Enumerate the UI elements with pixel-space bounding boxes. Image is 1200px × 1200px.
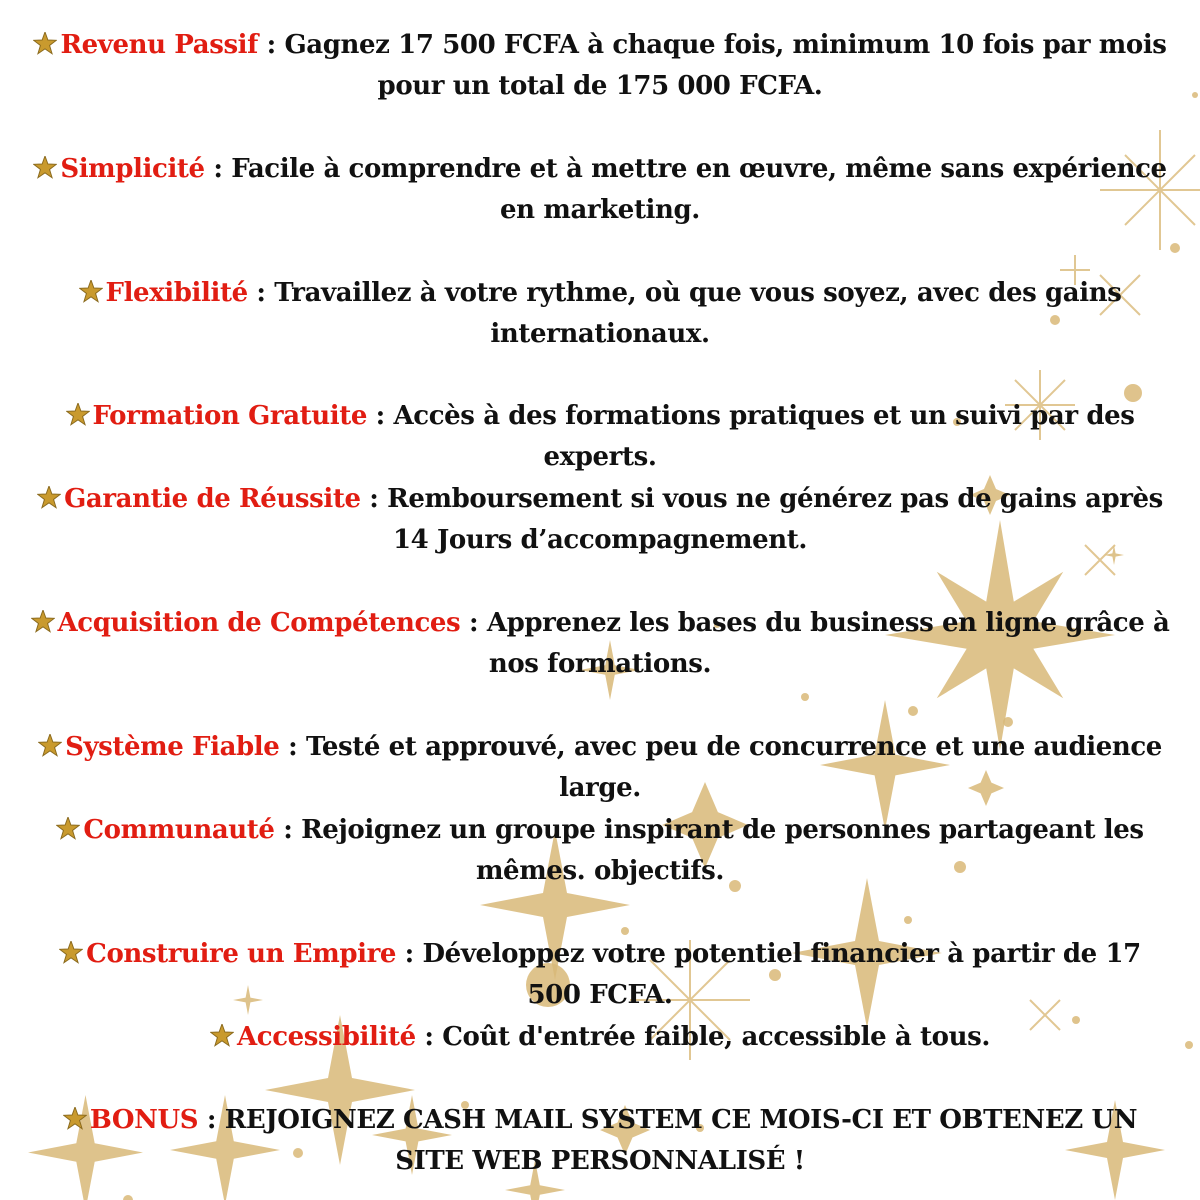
star-icon bbox=[38, 730, 62, 754]
star-icon bbox=[31, 606, 55, 630]
benefit-separator: : bbox=[257, 30, 285, 60]
benefit-separator: : bbox=[204, 154, 232, 184]
benefit-item bbox=[30, 1017, 1170, 1058]
benefit-title: Acquisition de Compétences bbox=[57, 608, 461, 638]
benefit-description: Gagnez 17 500 FCFA à chaque fois, minimum 10 fois par mois pour un total de 175 000 FCFA. bbox=[284, 30, 1167, 101]
star-icon bbox=[63, 1103, 87, 1127]
benefit-item bbox=[30, 934, 1170, 1016]
benefit-separator: : bbox=[198, 1105, 225, 1135]
benefit-title: Système Fiable bbox=[65, 732, 280, 762]
benefit-description: Facile à comprendre et à mettre en œuvre, même sans expérience en marketing. bbox=[231, 154, 1167, 225]
benefit-item bbox=[30, 727, 1170, 809]
star-icon bbox=[37, 482, 61, 506]
benefit-title: Revenu Passif bbox=[60, 30, 258, 60]
benefit-separator: : bbox=[360, 484, 388, 514]
star-icon bbox=[33, 28, 57, 52]
benefit-description: Travaillez à votre rythme, où que vous soyez, avec des gains internationaux. bbox=[274, 278, 1122, 349]
benefit-description: Apprenez les bases du business en ligne grâce à nos formations. bbox=[486, 608, 1170, 679]
star-icon bbox=[59, 937, 83, 961]
benefit-description: Développez votre potentiel financier à partir de 17 500 FCFA. bbox=[422, 939, 1141, 1010]
benefit-item bbox=[30, 603, 1170, 685]
benefit-separator: : bbox=[274, 815, 302, 845]
benefit-separator: : bbox=[247, 278, 275, 308]
benefit-item bbox=[30, 25, 1170, 107]
benefit-description: Remboursement si vous ne générez pas de gains après 14 Jours d’accompagnement. bbox=[387, 484, 1163, 555]
benefit-item bbox=[30, 479, 1170, 561]
benefit-item bbox=[30, 396, 1170, 478]
benefit-description: REJOIGNEZ CASH MAIL SYSTEM CE MOIS-CI ET OBTENEZ UN SITE WEB PERSONNALISÉ ! bbox=[224, 1105, 1138, 1176]
benefit-separator: : bbox=[367, 401, 394, 431]
benefit-title: Flexibilité bbox=[105, 278, 248, 308]
benefit-separator: : bbox=[279, 732, 306, 762]
star-icon bbox=[56, 813, 80, 837]
benefit-separator: : bbox=[415, 1022, 443, 1052]
star-icon bbox=[79, 276, 103, 300]
benefit-separator: : bbox=[396, 939, 423, 969]
star-icon bbox=[33, 152, 57, 176]
benefit-title: Accessibilité bbox=[237, 1022, 416, 1052]
star-icon bbox=[66, 399, 90, 423]
benefit-title: Communauté bbox=[83, 815, 275, 845]
benefit-separator: : bbox=[460, 608, 487, 638]
benefit-item bbox=[30, 810, 1170, 892]
benefit-item bbox=[30, 149, 1170, 231]
star-icon bbox=[210, 1020, 234, 1044]
benefit-title: Garantie de Réussite bbox=[64, 484, 361, 514]
benefit-title: Simplicité bbox=[60, 154, 205, 184]
benefit-title: Formation Gratuite bbox=[92, 401, 368, 431]
benefit-description: Testé et approuvé, avec peu de concurrence et une audience large. bbox=[305, 732, 1162, 803]
benefit-title: BONUS bbox=[89, 1105, 199, 1135]
benefit-item bbox=[30, 273, 1170, 355]
benefit-description: Accès à des formations pratiques et un suivi par des experts. bbox=[393, 401, 1135, 472]
benefit-description: Rejoignez un groupe inspirant de personnes partageant les mêmes. objectifs. bbox=[301, 815, 1144, 886]
benefit-title: Construire un Empire bbox=[86, 939, 397, 969]
benefit-item bbox=[30, 1100, 1170, 1182]
benefit-description: Coût d'entrée faible, accessible à tous. bbox=[442, 1022, 990, 1052]
